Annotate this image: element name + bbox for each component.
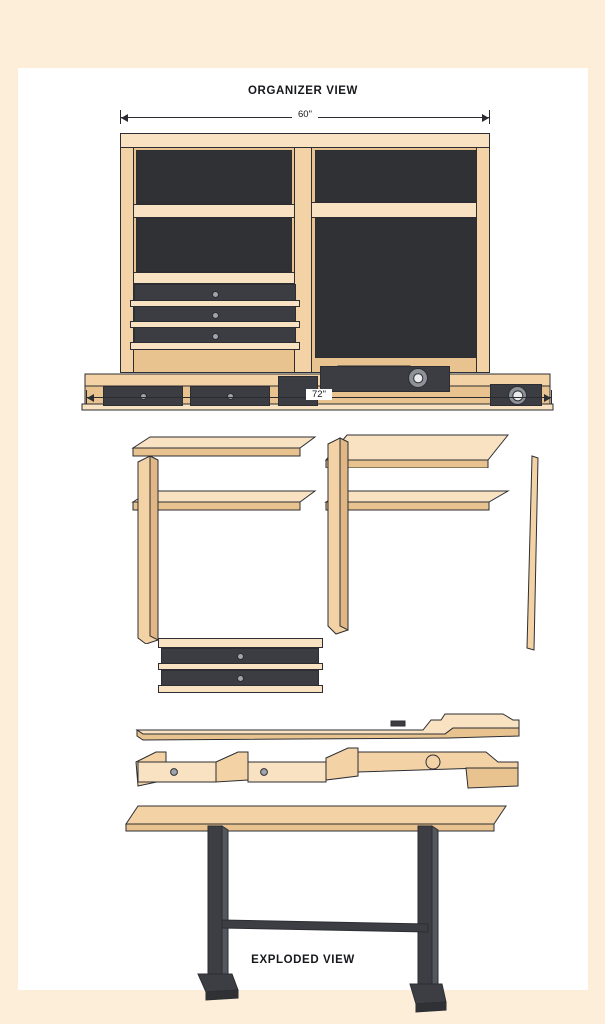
hutch-drawer-rail-1 (130, 300, 300, 307)
page-title-exploded: EXPLODED VIEW (251, 954, 355, 966)
right-edge-strip (523, 454, 543, 654)
dimension-label-72: 72" (86, 389, 552, 400)
hutch-center-divider (294, 133, 312, 373)
drawer-box-rail-1 (158, 663, 323, 670)
dimension-desk-width (86, 390, 552, 404)
drawer-box-rail-2 (158, 685, 323, 693)
drawer-box-drawer-2 (161, 670, 319, 686)
steel-leg-assembly (188, 824, 488, 1024)
cable-grommet-icon (408, 368, 428, 388)
drawer-knob[interactable] (237, 653, 244, 660)
hutch-left-side-panel (120, 133, 134, 373)
hutch-right-bay-interior (315, 150, 478, 202)
page-title-organizer: ORGANIZER VIEW (248, 85, 358, 97)
hutch-top-panel (120, 133, 490, 148)
drawer-knob[interactable] (212, 291, 219, 298)
hutch-right-shelf (310, 202, 485, 218)
dimension-label-60: 60" (120, 109, 490, 120)
drawer-rail-frame (126, 746, 526, 796)
hutch-left-bay-interior (136, 150, 292, 204)
drawer-box-drawer-1 (161, 648, 319, 664)
hutch-left-shelf-mid (130, 272, 298, 284)
desktop-panel (123, 708, 523, 748)
hutch-right-bay-interior-2 (315, 218, 478, 358)
drawing-sheet (18, 68, 588, 990)
exploded-view (18, 416, 588, 976)
hutch-drawer-rail-3 (130, 342, 300, 350)
organizer-view (18, 68, 588, 408)
leg-stretcher (222, 920, 428, 932)
drawer-knob[interactable] (212, 333, 219, 340)
drawer-knob[interactable] (237, 675, 244, 682)
left-side-panel (136, 454, 162, 644)
hutch-left-bay-interior-2 (136, 218, 292, 272)
drawer-box-top (158, 638, 323, 648)
hutch-left-shelf-top (130, 204, 298, 218)
hutch-right-side-panel (476, 133, 490, 373)
drawer-knob[interactable] (212, 312, 219, 319)
drawer-box-assembly (158, 638, 323, 698)
hutch-drawer-rail-2 (130, 321, 300, 328)
center-divider-panel (326, 436, 352, 636)
